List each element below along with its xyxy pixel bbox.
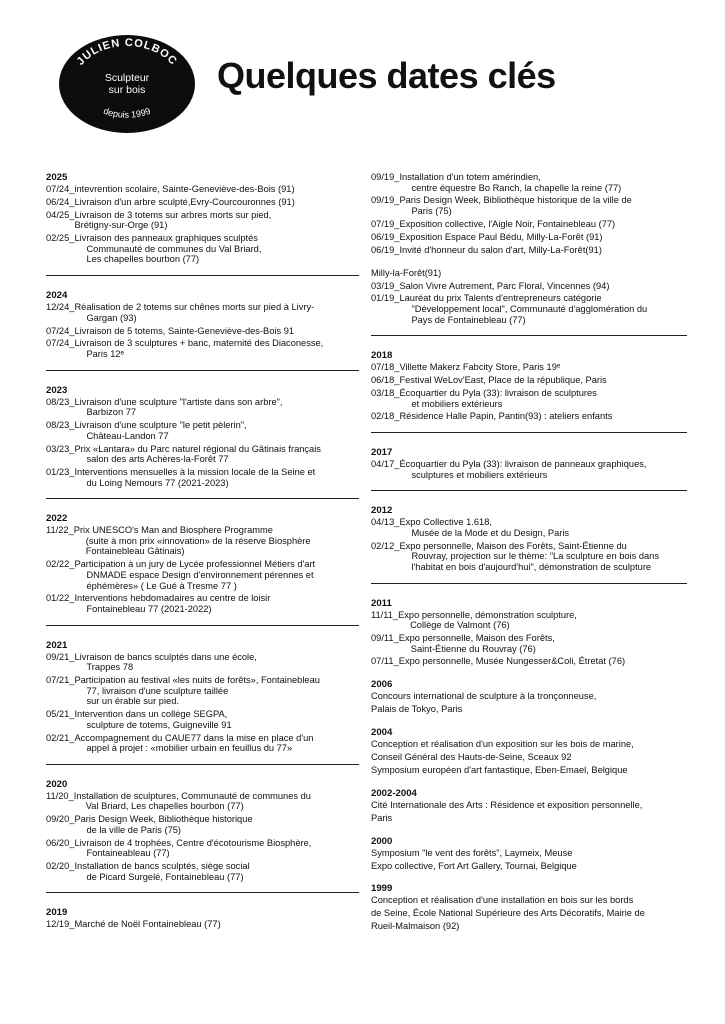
entry-date: 03/19_ bbox=[371, 280, 400, 291]
entry-text bbox=[74, 197, 359, 208]
plain-line: Rueil-Malmaison (92) bbox=[371, 921, 460, 932]
entry-line: Barbizon 77 bbox=[86, 407, 137, 418]
timeline-entry bbox=[371, 219, 687, 230]
entry-line: et mobiliers extérieurs bbox=[411, 398, 503, 409]
entry-date: 07/24_ bbox=[46, 184, 75, 194]
entry-text bbox=[74, 814, 359, 835]
timeline-entry bbox=[46, 791, 359, 812]
section-divider bbox=[371, 432, 687, 433]
year-heading: 2019 bbox=[46, 907, 68, 919]
entry-line: Expo personnelle, démonstration sculpture, bbox=[398, 609, 577, 620]
entry-text bbox=[74, 919, 359, 930]
entry-line: Musée de la Mode et du Design, Paris bbox=[411, 527, 570, 538]
entry-line: Collège de Valmont (76) bbox=[410, 620, 510, 631]
timeline-entry bbox=[371, 375, 687, 386]
entry-line: Intervention dans un collège SEGPA, bbox=[74, 709, 228, 720]
year-heading: 2023 bbox=[46, 384, 68, 396]
entry-date: 09/11_ bbox=[371, 633, 399, 643]
plain-line: Cité Internationale des Arts : Résidence et exposition personnelle, bbox=[371, 799, 643, 810]
timeline-entry bbox=[46, 919, 359, 930]
logo-name: JULIEN COLBOC bbox=[74, 36, 180, 68]
entry-date: 02/25_ bbox=[46, 233, 75, 244]
entry-date: 04/13_ bbox=[371, 517, 400, 528]
entry-line: Livraison de 3 totems sur arbres morts sur pied, bbox=[74, 209, 272, 220]
entry-line: salon des arts Achères-la-Forêt 77 bbox=[86, 454, 229, 465]
entry-line: Expo personnelle, Maison des Forêts, bbox=[398, 633, 555, 643]
entry-text bbox=[399, 245, 687, 256]
entry-text bbox=[74, 326, 359, 337]
timeline-entry bbox=[46, 675, 359, 707]
entry-line: (suite à mon prix «innovation» de la réserve Biosphère bbox=[85, 535, 311, 546]
timeline-entry bbox=[46, 652, 359, 673]
timeline-entry bbox=[46, 525, 359, 557]
year-heading: 2021 bbox=[46, 639, 68, 651]
julien-colboc-logo bbox=[58, 34, 196, 134]
entry-date: 07/24_ bbox=[46, 325, 75, 336]
timeline-entry bbox=[46, 338, 359, 359]
entry-line: Exposition Espace Paul Bédu, Milly-La-Forêt (91) bbox=[399, 231, 603, 242]
entry-date: 06/19_ bbox=[371, 231, 400, 242]
entry-line: centre équestre Bo Ranch, la chapelle la reine (77) bbox=[411, 182, 622, 193]
entry-line: Livraison de bancs sculptés dans une école, bbox=[74, 651, 257, 662]
plain-line: Conception et réalisation d'un exposition sur les bois de marine, bbox=[371, 739, 634, 750]
entry-text bbox=[399, 362, 687, 373]
section-divider bbox=[46, 370, 359, 371]
entry-text bbox=[399, 219, 687, 230]
entry-date: 09/19_ bbox=[371, 195, 400, 206]
entry-line: Accompagnement du CAUE77 dans la mise en place d'un bbox=[74, 732, 314, 743]
timeline-entry bbox=[46, 397, 359, 418]
year-heading: 2025 bbox=[46, 172, 68, 183]
entry-date: 07/21_ bbox=[46, 675, 75, 686]
entry-line: Villette Makerz Fabcity Store, Paris 19ᵉ bbox=[399, 362, 561, 373]
entry-line: Installation de bancs sculptés, siège social bbox=[74, 861, 250, 872]
entry-line: Écoquartier du Pyla (33): livraison de sculptures bbox=[399, 387, 597, 398]
entry-line: Livraison des panneaux graphiques sculptés bbox=[74, 233, 258, 244]
entry-text bbox=[399, 293, 687, 325]
logo-line2: sur bois bbox=[108, 84, 146, 96]
entry-line: Fontainebleau Gâtinais) bbox=[85, 546, 185, 557]
timeline-entry bbox=[46, 210, 359, 231]
entry-text bbox=[74, 675, 359, 707]
entry-line: Trappes 78 bbox=[86, 662, 134, 673]
timeline-entry bbox=[46, 861, 359, 882]
entry-date: 07/18_ bbox=[371, 362, 400, 373]
spacer bbox=[371, 873, 687, 883]
entry-line: sculptures et mobiliers extérieurs bbox=[411, 469, 548, 480]
timeline-entry bbox=[371, 656, 687, 667]
entry-line: Interventions mensuelles à la mission locale de la Seine et bbox=[74, 467, 316, 478]
entry-line: Paris 12ᵉ bbox=[86, 349, 124, 360]
entry-line: de la ville de Paris (75) bbox=[86, 824, 181, 835]
entry-date: 12/24_ bbox=[46, 302, 75, 313]
timeline-entry bbox=[46, 709, 359, 730]
entry-line: Résidence Halle Papin, Pantin(93) : ateliers enfants bbox=[399, 411, 613, 422]
entry-line: Saint-Étienne du Rouvray (76) bbox=[410, 643, 536, 654]
entry-text bbox=[399, 172, 687, 193]
entry-line: Livraison de 3 sculptures + banc, maternité des Diaconesse, bbox=[74, 338, 324, 349]
plain-line: Palais de Tokyo, Paris bbox=[371, 704, 463, 715]
entry-date: 07/19_ bbox=[371, 218, 400, 229]
timeline-entry bbox=[371, 232, 687, 243]
entry-text bbox=[74, 210, 359, 231]
entry-line: Livraison de 5 totems, Sainte-Geneviève-des-Bois 91 bbox=[74, 325, 295, 336]
timeline-entry bbox=[371, 293, 687, 325]
entry-line: Participation à un jury de Lycée professionnel Métiers d'art bbox=[74, 559, 316, 570]
entry-line: Fontainebleau 77 (2021-2022) bbox=[86, 604, 212, 614]
spacer bbox=[371, 826, 687, 836]
entry-line: Rouvray, projection sur le thème: "La sculpture en bois dans bbox=[411, 551, 659, 562]
entry-text bbox=[74, 397, 359, 418]
timeline-entry bbox=[46, 326, 359, 337]
entry-line: Marché de Noël Fontainebleau (77) bbox=[74, 919, 221, 930]
entry-line: Participation au festival «les nuits de forêts», Fontainebleau bbox=[74, 675, 320, 686]
entry-text bbox=[399, 459, 687, 480]
left-column bbox=[46, 172, 359, 932]
entry-line: Exposition collective, l'Aigle Noir, Fontainebleau (77) bbox=[399, 218, 616, 229]
entry-date: 06/19_ bbox=[371, 244, 400, 255]
entry-line: Lauréat du prix Talents d'entrepreneurs catégorie bbox=[399, 293, 602, 304]
section-divider bbox=[371, 583, 687, 584]
entry-text bbox=[74, 525, 359, 557]
entry-line: Paris Design Week, Bibliothèque historique de la ville de bbox=[399, 195, 632, 206]
entry-date: 02/12_ bbox=[371, 540, 400, 551]
timeline-entry bbox=[46, 233, 359, 265]
entry-line: Écoquartier du Pyla (33): livraison de panneaux graphiques, bbox=[399, 459, 647, 470]
entry-line: appel à projet : «mobilier urbain en feuillus du 77» bbox=[86, 743, 293, 754]
plain-line: Paris bbox=[371, 812, 393, 823]
year-heading: 2018 bbox=[371, 350, 393, 362]
entry-date: 11/20_ bbox=[46, 790, 74, 801]
year-heading: 1999 bbox=[371, 883, 393, 895]
entry-date: 01/19_ bbox=[371, 293, 400, 304]
timeline-entry bbox=[46, 420, 359, 441]
entry-line: Prix UNESCO's Man and Biosphere Programme bbox=[73, 525, 273, 536]
entry-line: de Picard Surgelé, Fontainebleau (77) bbox=[86, 871, 244, 882]
section-divider bbox=[46, 764, 359, 765]
entry-text bbox=[399, 195, 687, 216]
year-heading: 2004 bbox=[371, 727, 393, 739]
entry-line: intevrention scolaire, Sainte-Geneviève-des-Bois (91) bbox=[74, 184, 295, 194]
year-heading: 2002-2004 bbox=[371, 787, 417, 799]
section-divider bbox=[46, 892, 359, 893]
spacer bbox=[371, 778, 687, 788]
entry-date: 04/17_ bbox=[371, 459, 400, 470]
section-divider bbox=[46, 625, 359, 626]
entry-text bbox=[74, 733, 359, 754]
entry-date: 09/20_ bbox=[46, 814, 75, 825]
timeline-entry bbox=[371, 633, 687, 654]
timeline-entry bbox=[371, 411, 687, 422]
plain-line: Symposium "le vent des forêts", Laymeix, Meuse bbox=[371, 847, 573, 858]
entry-line: Expo personnelle, Musée Nungesser&Coli, Étretat (76) bbox=[398, 656, 626, 667]
plain-line: Conception et réalisation d'une installation en bois sur les bords bbox=[371, 895, 634, 906]
entry-text bbox=[399, 541, 687, 573]
entry-text bbox=[399, 388, 687, 409]
year-heading: 2012 bbox=[371, 505, 393, 517]
entry-date: 08/23_ bbox=[46, 420, 75, 431]
entry-line: "Développement local", Communauté d'agglomération du bbox=[411, 304, 648, 315]
entry-line: Expo personnelle, Maison des Forêts, Saint-Étienne du bbox=[399, 540, 627, 551]
timeline-entry bbox=[371, 245, 687, 256]
entry-date: 01/22_ bbox=[46, 593, 75, 604]
entry-date: 08/23_ bbox=[46, 396, 75, 407]
entry-line: Expo Collective 1.618, bbox=[399, 517, 492, 528]
entry-date: 06/20_ bbox=[46, 837, 75, 848]
entry-text bbox=[399, 281, 687, 292]
entry-line: l'habitat en bois d'aujourd'hui", démonstration de sculpture bbox=[411, 561, 652, 572]
entry-text bbox=[399, 517, 687, 538]
entry-line: Château-Landon 77 bbox=[86, 430, 169, 441]
entry-line: Livraison d'une sculpture "le petit pèlerin", bbox=[74, 420, 247, 431]
year-heading: 2011 bbox=[371, 597, 392, 609]
section-divider bbox=[46, 275, 359, 276]
plain-line: Expo collective, Fort Art Gallery, Tournai, Belgique bbox=[371, 860, 577, 871]
entry-line: Val Briard, Les chapelles bourbon (77) bbox=[85, 801, 244, 812]
entry-date: 12/19_ bbox=[46, 919, 75, 930]
year-heading: 2000 bbox=[371, 835, 393, 847]
entry-line: Communauté de communes du Val Briard, bbox=[86, 243, 262, 254]
timeline-entry bbox=[371, 459, 687, 480]
timeline-entry bbox=[46, 467, 359, 488]
timeline-entry bbox=[46, 197, 359, 208]
entry-line: Fontaineableau (77) bbox=[86, 848, 170, 859]
page-title: Quelques dates clés bbox=[217, 55, 556, 96]
entry-text bbox=[74, 709, 359, 730]
entry-line: sur un érable sur pied. bbox=[86, 696, 179, 707]
timeline-entry bbox=[46, 838, 359, 859]
entry-line: Interventions hebdomadaires au centre de loisir bbox=[74, 593, 271, 604]
entry-text bbox=[399, 375, 687, 386]
section-divider bbox=[371, 335, 687, 336]
plain-line: de Seine, École National Supérieure des Arts Décoratifs, Mairie de bbox=[371, 908, 645, 919]
spacer bbox=[371, 669, 687, 679]
entry-line: sculpture de totems, Guigneville 91 bbox=[86, 719, 232, 730]
entry-text bbox=[74, 444, 359, 465]
entry-line: Installation d'un totem amérindien, bbox=[399, 172, 541, 182]
timeline-entry bbox=[46, 184, 359, 195]
entry-line: Salon Vivre Autrement, Parc Floral, Vincennes (94) bbox=[399, 280, 610, 291]
spacer bbox=[371, 717, 687, 727]
entry-date: 03/18_ bbox=[371, 387, 400, 398]
entry-line: Gargan (93) bbox=[86, 312, 137, 323]
entry-date: 04/25_ bbox=[46, 209, 75, 220]
year-heading: 2017 bbox=[371, 447, 393, 459]
entry-line: éphémères» ( Le Gué à Tresme 77 ) bbox=[86, 580, 237, 591]
entry-line: Livraison d'un arbre sculpté,Evry-Courcouronnes (91) bbox=[74, 196, 295, 207]
entry-date: 06/24_ bbox=[46, 196, 75, 207]
entry-text bbox=[74, 420, 359, 441]
year-heading: 2006 bbox=[371, 679, 393, 691]
entry-line: Les chapelles bourbon (77) bbox=[86, 254, 200, 265]
timeline-entry bbox=[371, 388, 687, 409]
entry-line: Invité d'honneur du salon d'art, Milly-La-Forêt(91) bbox=[399, 244, 602, 255]
entry-text bbox=[74, 302, 359, 323]
right-column bbox=[371, 172, 687, 934]
entry-line: Prix «Lantara» du Parc naturel régional du Gâtinais français bbox=[74, 443, 321, 454]
logo-line1: Sculpteur bbox=[104, 72, 150, 84]
entry-text bbox=[74, 593, 359, 614]
timeline-entry bbox=[46, 444, 359, 465]
timeline-entry bbox=[46, 302, 359, 323]
timeline-entry bbox=[371, 281, 687, 292]
timeline-entry bbox=[46, 593, 359, 614]
timeline-entry bbox=[46, 733, 359, 754]
entry-line: Réalisation de 2 totems sur chênes morts sur pied à Livry- bbox=[74, 302, 315, 313]
timeline-entry bbox=[371, 610, 687, 631]
year-heading: 2020 bbox=[46, 778, 68, 790]
entry-date: 02/18_ bbox=[371, 411, 400, 422]
entry-date: 01/23_ bbox=[46, 467, 75, 478]
entry-line: du Loing Nemours 77 (2021-2023) bbox=[86, 477, 229, 488]
entry-date: 02/22_ bbox=[46, 559, 75, 570]
entry-text bbox=[74, 861, 359, 882]
entry-text bbox=[74, 338, 359, 359]
plain-line: Milly-la-Forêt(91) bbox=[371, 267, 442, 278]
timeline-entry bbox=[46, 814, 359, 835]
entry-line: DNMADE espace Design d'environnement pérennes et bbox=[86, 569, 314, 580]
entry-text bbox=[399, 656, 687, 667]
entry-text bbox=[399, 411, 687, 422]
timeline-entry bbox=[371, 172, 687, 193]
entry-date: 09/19_ bbox=[371, 172, 400, 182]
entry-line: Festival WeLov'East, Place de la république, Paris bbox=[399, 375, 607, 386]
entry-date: 06/18_ bbox=[371, 375, 400, 386]
timeline-entry bbox=[371, 517, 687, 538]
entry-text bbox=[74, 467, 359, 488]
section-divider bbox=[46, 498, 359, 499]
entry-line: Paris (75) bbox=[411, 206, 452, 217]
entry-line: Installation de sculptures, Communauté de communes du bbox=[73, 790, 311, 801]
entry-line: Pays de Fontainebleau (77) bbox=[411, 314, 526, 325]
entry-date: 07/24_ bbox=[46, 338, 75, 349]
entry-date: 02/20_ bbox=[46, 861, 75, 872]
plain-line: Conseil Général des Hauts-de-Seine, Sceaux 92 bbox=[371, 752, 572, 763]
entry-text bbox=[399, 633, 687, 654]
entry-text bbox=[74, 652, 359, 673]
entry-line: Paris Design Week, Bibliothèque historique bbox=[74, 814, 253, 825]
entry-text bbox=[398, 610, 687, 631]
entry-text bbox=[74, 559, 359, 591]
logo-since: depuis 1999 bbox=[102, 105, 152, 120]
entry-line: 77, livraison d'une sculpture taillée bbox=[86, 685, 229, 696]
entry-text bbox=[74, 791, 359, 812]
entry-line: Livraison de 4 trophées, Centre d'écotourisme Biosphère, bbox=[74, 837, 312, 848]
entry-text bbox=[399, 232, 687, 243]
section-divider bbox=[371, 490, 687, 491]
entry-text bbox=[74, 233, 359, 265]
entry-line: Brétigny-sur-Orge (91) bbox=[74, 220, 168, 231]
spacer bbox=[371, 258, 687, 268]
entry-date: 05/21_ bbox=[46, 709, 75, 720]
timeline-entry bbox=[46, 559, 359, 591]
plain-line: Concours international de sculpture à la tronçonneuse, bbox=[371, 691, 597, 702]
plain-line: Symposium européen d'art fantastique, Eben-Emael, Belgique bbox=[371, 764, 628, 775]
entry-date: 07/11_ bbox=[371, 656, 399, 667]
entry-date: 09/21_ bbox=[46, 651, 75, 662]
year-heading: 2024 bbox=[46, 290, 68, 302]
timeline-entry bbox=[371, 362, 687, 373]
year-heading: 2022 bbox=[46, 513, 68, 525]
entry-date: 02/21_ bbox=[46, 732, 75, 743]
entry-date: 03/23_ bbox=[46, 443, 75, 454]
entry-text bbox=[74, 838, 359, 859]
entry-date: 11/22_ bbox=[46, 525, 74, 536]
timeline-entry bbox=[371, 541, 687, 573]
entry-line: Livraison d'une sculpture "l'artiste dans son arbre", bbox=[74, 396, 283, 407]
timeline-entry bbox=[371, 195, 687, 216]
entry-text bbox=[74, 184, 359, 195]
entry-date: 11/11_ bbox=[371, 609, 399, 620]
